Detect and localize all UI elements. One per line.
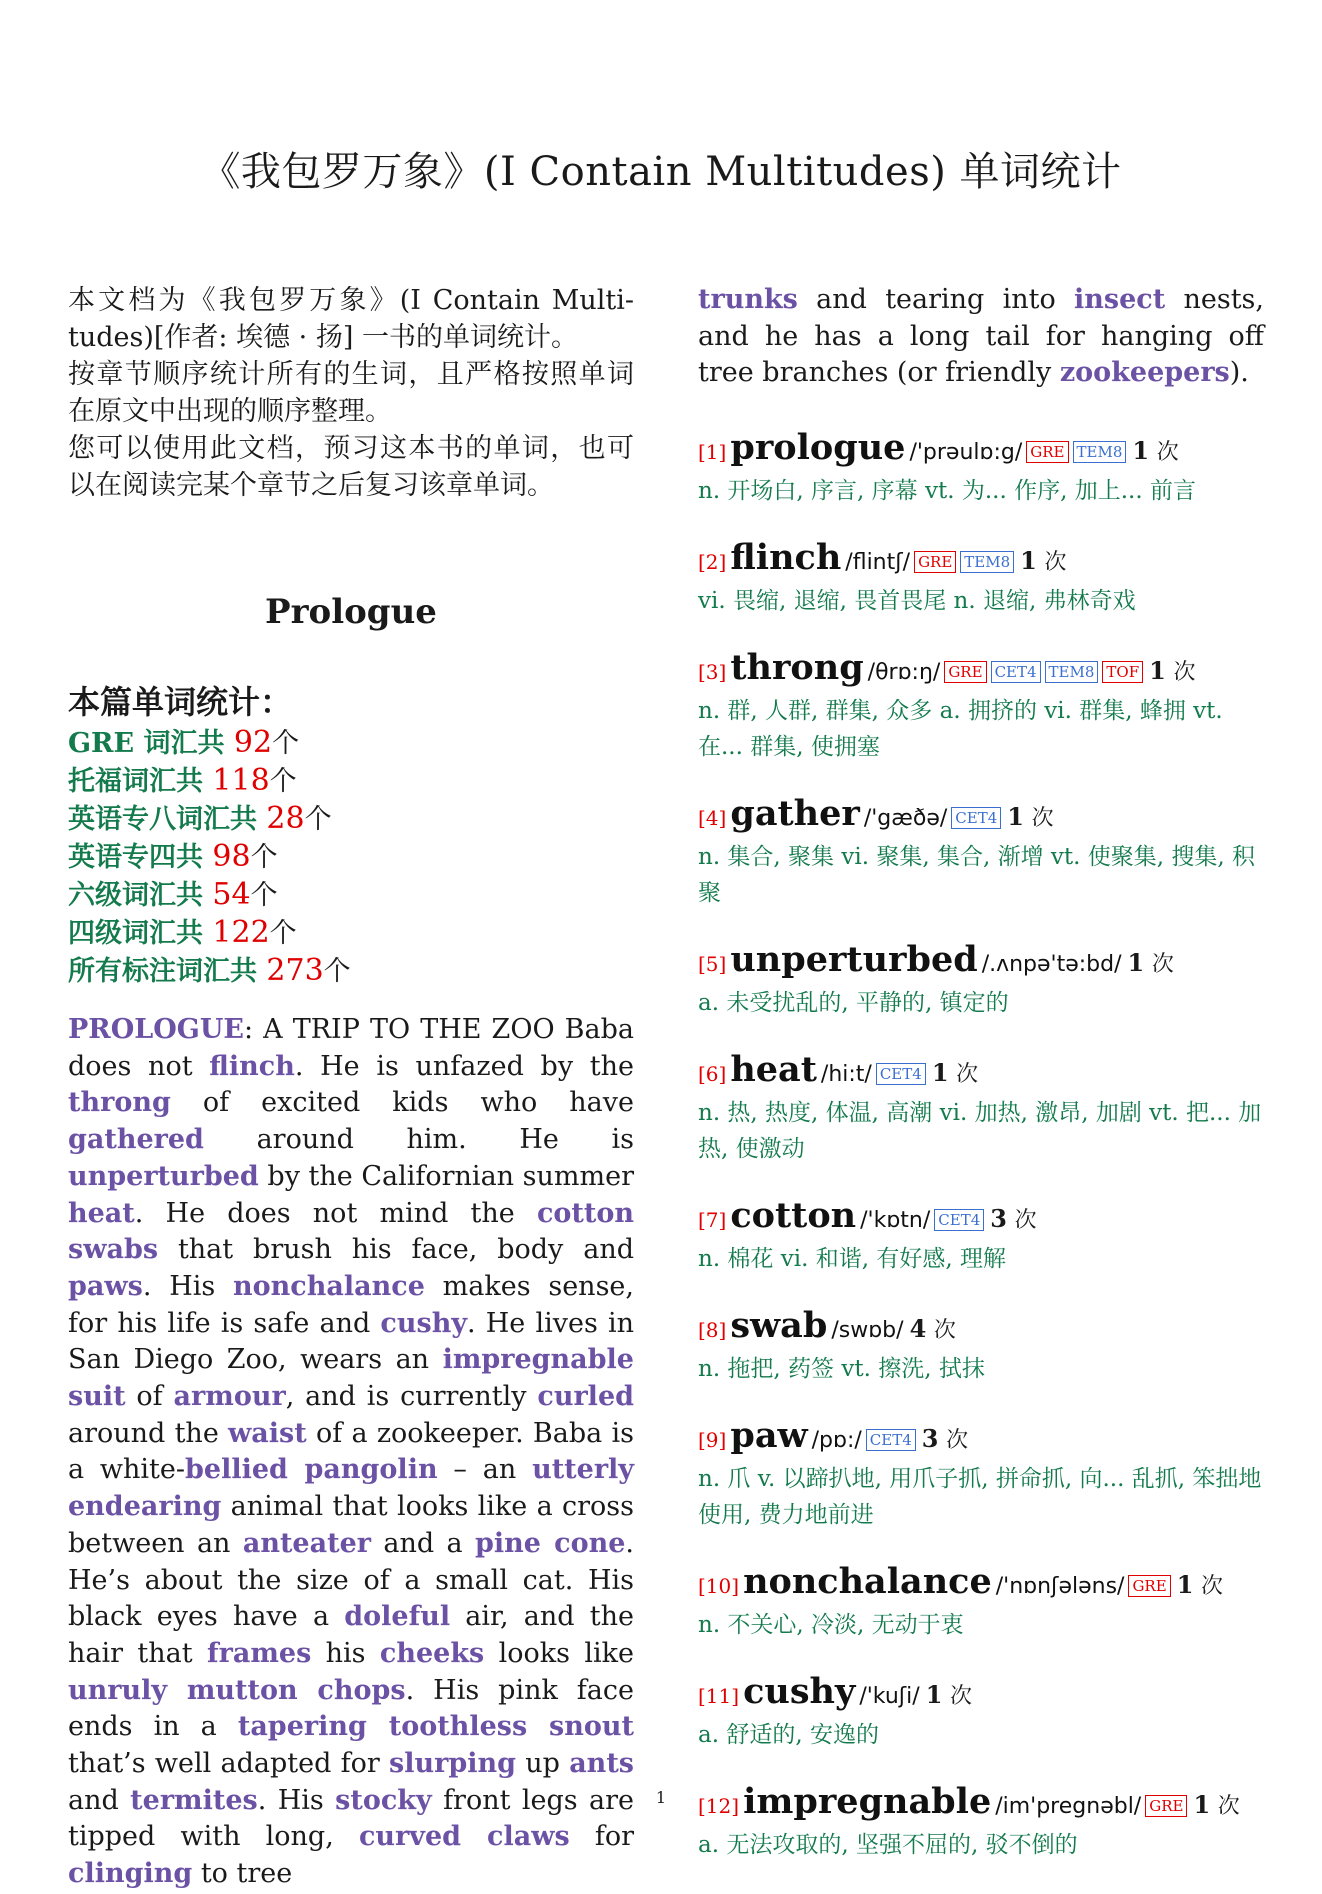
entry-count: 1	[1149, 656, 1166, 686]
stat-label: 英语专四共	[68, 842, 213, 873]
text-segment: animal that looks like a cross between an	[68, 1491, 634, 1559]
vocab-word: impregnable suit	[68, 1344, 634, 1413]
text-segment: . His	[257, 1784, 336, 1816]
vocab-word: unruly mutton chops	[68, 1674, 406, 1706]
vocab-word: stocky	[335, 1784, 432, 1816]
text-segment: . He’s about the size of a small cat. His black eyes have a	[68, 1527, 634, 1633]
entry-word: swab	[730, 1305, 828, 1347]
vocab-entries	[698, 427, 1264, 1863]
entry-count-unit: 次	[1151, 952, 1174, 978]
stat-count: 273	[266, 953, 324, 988]
text-segment: nests, and he has a long tail for hanging off tree branches (or friendly	[698, 284, 1264, 389]
vocab-word: nonchalance	[233, 1270, 425, 1302]
entry-tag: CET4	[866, 1429, 916, 1451]
stat-count: 92	[233, 725, 273, 760]
intro-line: 按章节顺序统计所有的生词，且严格按照单词在原文中出现的顺序整理。	[68, 359, 634, 427]
vocab-entry	[698, 1305, 1264, 1387]
text-segment: of a zookeeper. Baba is a white-	[68, 1417, 634, 1486]
entry-word: nonchalance	[743, 1561, 992, 1603]
entry-phonetic: /hi:t/	[820, 1062, 872, 1088]
entry-count: 3	[990, 1204, 1007, 1234]
entry-head	[698, 793, 1264, 837]
entry-index: [9]	[698, 1428, 727, 1453]
right-column	[698, 282, 1264, 1894]
stat-row	[68, 724, 634, 762]
entry-count: 4	[909, 1314, 927, 1344]
entry-head	[698, 1195, 1264, 1239]
entry-count-unit: 次	[1031, 806, 1054, 832]
text-segment: ).	[1229, 357, 1249, 389]
vocab-word: cushy	[380, 1307, 468, 1339]
entry-head	[698, 427, 1264, 471]
entry-definition: n. 集合, 聚集 vi. 聚集, 集合, 渐增 vt. 使聚集, 搜集, 积聚	[698, 844, 1255, 907]
entry-word: unperturbed	[730, 939, 978, 981]
stat-count: 122	[212, 915, 270, 950]
entry-phonetic: /'nɒnʃələns/	[995, 1574, 1125, 1600]
text-segment: . He does not mind the	[134, 1197, 537, 1229]
vocab-entry	[698, 1561, 1264, 1643]
vocab-entry	[698, 793, 1264, 911]
text-segment: that’s well adapted for	[68, 1748, 390, 1780]
entry-tag: CET4	[876, 1063, 926, 1085]
entry-definition: a. 舒适的, 安逸的	[698, 1722, 879, 1749]
text-segment: – an	[437, 1454, 533, 1486]
document-title: 《我包罗万象》(I Contain Multitudes) 单词统计	[200, 149, 1122, 195]
vocab-word: curved claws	[358, 1821, 570, 1853]
text-segment: looks like	[484, 1637, 634, 1669]
text-segment: . He is unfazed by the	[294, 1050, 634, 1082]
intro-line: 您可以使用此文档，预习这本书的单词，也可以在阅读完某个章节之后复习该章单词。	[68, 433, 634, 501]
stat-row	[68, 838, 634, 876]
vocab-word: clinging	[68, 1858, 193, 1890]
entry-count-unit: 次	[933, 1318, 956, 1344]
text-segment: up	[516, 1748, 570, 1780]
entry-tag: CET4	[951, 807, 1001, 829]
text-segment: his	[311, 1637, 380, 1669]
vocab-word: insect	[1074, 284, 1166, 315]
text-segment: air, and the hair that	[68, 1601, 634, 1669]
entry-tag: TOF	[1102, 661, 1143, 683]
entry-word: heat	[730, 1049, 817, 1091]
entry-definition: n. 不关心, 冷淡, 无动于衷	[698, 1612, 964, 1639]
entry-index: [2]	[698, 550, 727, 575]
vocab-word: ants	[569, 1748, 634, 1780]
entry-word: flinch	[730, 537, 842, 579]
stat-label: GRE 词汇共	[68, 728, 234, 759]
entry-tag: TEM8	[960, 551, 1014, 573]
entry-phonetic: /swɒb/	[831, 1318, 904, 1344]
stat-unit: 个	[269, 918, 297, 949]
text-segment: and tearing into	[797, 284, 1075, 315]
entry-tag: TEM8	[1073, 441, 1127, 463]
stat-unit: 个	[272, 728, 300, 759]
entry-tag: GRE	[1145, 1795, 1187, 1817]
stat-label: 英语专八词汇共	[68, 804, 267, 835]
chapter-title: Prologue	[265, 592, 437, 632]
entry-phonetic: /'kuʃi/	[859, 1684, 920, 1710]
stat-label: 所有标注词汇共	[68, 956, 267, 987]
text-segment: and a	[370, 1527, 475, 1559]
stat-row	[68, 952, 634, 990]
stat-label: 四级词汇共	[68, 918, 213, 949]
entry-head	[698, 647, 1264, 691]
stat-label: 六级词汇共	[68, 880, 213, 911]
vocab-word: trunks	[698, 284, 798, 315]
chapter-text	[68, 1012, 634, 1893]
entry-definition: n. 爪 v. 以蹄扒地, 用爪子抓, 拼命抓, 向... 乱抓, 笨拙地使用, 费力地前进	[698, 1466, 1262, 1529]
vocab-word: curled	[537, 1381, 634, 1413]
stat-row	[68, 762, 634, 800]
stats-list	[68, 724, 634, 990]
entry-head	[698, 1049, 1264, 1093]
entry-word: gather	[730, 793, 860, 835]
text-segment: around him. He is	[203, 1124, 634, 1156]
chapter-text-continued	[698, 282, 1264, 392]
entry-phonetic: /im'pregnəbl/	[995, 1794, 1142, 1820]
entry-index: [10]	[698, 1574, 740, 1599]
entry-definition: a. 无法攻取的, 坚强不屈的, 驳不倒的	[698, 1832, 1078, 1859]
entry-definition: n. 棉花 vi. 和谐, 有好感, 理解	[698, 1246, 1006, 1273]
entry-phonetic: /θrɒ:ŋ/	[867, 660, 941, 686]
entry-count-unit: 次	[1217, 1794, 1240, 1820]
vocab-word: tapering toothless snout	[237, 1711, 634, 1743]
text-segment: makes sense, for his life is safe and	[68, 1270, 634, 1339]
entry-tag: GRE	[1128, 1575, 1170, 1597]
entry-count: 3	[921, 1424, 939, 1454]
entry-tag: GRE	[914, 551, 956, 573]
stat-unit: 个	[269, 766, 297, 797]
entry-phonetic: /flintʃ/	[845, 550, 911, 576]
vocab-word: zookeepers	[1059, 357, 1230, 389]
entry-head	[698, 1671, 1264, 1715]
entry-tag: CET4	[991, 661, 1041, 683]
vocab-entry	[698, 1049, 1264, 1167]
vocab-word: termites	[130, 1784, 258, 1816]
entry-index: [11]	[698, 1684, 740, 1709]
vocab-word: unperturbed	[68, 1160, 259, 1192]
text-segment: . His pink face ends in a	[68, 1674, 634, 1743]
text-segment: . He lives in San Diego Zoo, wears an	[68, 1307, 634, 1376]
entry-head	[698, 537, 1264, 581]
entry-index: [8]	[698, 1318, 727, 1343]
vocab-word: paws	[68, 1270, 143, 1302]
entry-word: throng	[730, 647, 864, 689]
stat-unit: 个	[250, 880, 278, 911]
entry-definition: a. 未受扰乱的, 平静的, 镇定的	[698, 990, 1009, 1017]
entry-definition: n. 热, 热度, 体温, 高潮 vi. 加热, 激昂, 加剧 vt. 把... 加热, 使激动	[698, 1100, 1262, 1163]
entry-index: [4]	[698, 806, 727, 831]
text-segment: : A TRIP TO THE ZOO Baba does not	[68, 1014, 634, 1082]
vocab-word: waist	[228, 1417, 307, 1449]
entry-head	[698, 1415, 1264, 1459]
entry-count-unit: 次	[946, 1428, 969, 1454]
text-segment: , and is currently	[285, 1381, 538, 1413]
stat-unit: 个	[323, 956, 351, 987]
entry-index: [3]	[698, 660, 727, 685]
entry-tag: GRE	[1026, 441, 1068, 463]
entry-count-unit: 次	[1044, 550, 1067, 576]
entry-count-unit: 次	[956, 1062, 979, 1088]
vocab-word: frames	[206, 1637, 312, 1669]
entry-index: [7]	[698, 1208, 727, 1233]
page-number: 1	[655, 1788, 667, 1807]
vocab-entry	[698, 1671, 1264, 1753]
entry-word: cushy	[743, 1671, 856, 1713]
vocab-entry	[698, 537, 1264, 619]
entry-count-unit: 次	[950, 1684, 973, 1710]
entry-definition: vi. 畏缩, 退缩, 畏首畏尾 n. 退缩, 弗林奇戏	[698, 588, 1136, 615]
stat-unit: 个	[304, 804, 332, 835]
intro	[68, 282, 634, 504]
vocab-entry	[698, 1415, 1264, 1533]
entry-count: 1	[925, 1680, 943, 1710]
entry-count-unit: 次	[1201, 1574, 1224, 1600]
vocab-word: anteater	[242, 1527, 371, 1559]
entry-word: paw	[730, 1415, 808, 1457]
entry-word: impregnable	[743, 1781, 992, 1823]
vocab-word: flinch	[209, 1050, 295, 1082]
entry-index: [12]	[698, 1794, 740, 1819]
vocab-entry	[698, 939, 1264, 1021]
entry-count: 1	[931, 1058, 949, 1088]
entry-count: 1	[1132, 436, 1150, 466]
entry-index: [5]	[698, 952, 727, 977]
entry-tag: TEM8	[1045, 661, 1099, 683]
text-segment: to tree	[192, 1858, 293, 1890]
stat-count: 54	[212, 877, 251, 912]
vocab-word: doleful	[344, 1601, 451, 1633]
vocab-word: PROLOGUE	[68, 1014, 244, 1045]
entry-index: [6]	[698, 1062, 727, 1087]
stat-row	[68, 800, 634, 838]
stat-row	[68, 876, 634, 914]
entry-phonetic: /'prəulɒ:g/	[909, 440, 1023, 466]
vocab-word: bellied pangolin	[185, 1454, 438, 1486]
vocab-entry	[698, 427, 1264, 509]
stat-unit: 个	[250, 842, 278, 873]
entry-definition: n. 群, 人群, 群集, 众多 a. 拥挤的 vi. 群集, 蜂拥 vt. 在... 群集, 使拥塞	[698, 698, 1223, 761]
text-segment: for	[569, 1821, 634, 1853]
vocab-word: cotton swabs	[68, 1197, 634, 1266]
entry-phonetic: /pɒ:/	[811, 1428, 862, 1454]
entry-count-unit: 次	[1173, 660, 1196, 686]
entry-definition: n. 拖把, 药签 vt. 擦洗, 拭抹	[698, 1356, 985, 1383]
entry-index: [1]	[698, 440, 727, 465]
vocab-word: gathered	[68, 1124, 204, 1156]
left-column	[68, 282, 634, 1893]
entry-count-unit: 次	[1156, 440, 1179, 466]
entry-count: 1	[1193, 1790, 1211, 1820]
vocab-word: slurping	[389, 1748, 516, 1780]
entry-head	[698, 1305, 1264, 1349]
text-segment: by the Californian summer	[258, 1160, 634, 1192]
entry-definition: n. 开场白, 序言, 序幕 vt. 为... 作序, 加上... 前言	[698, 478, 1196, 505]
text-segment: of excited kids who have	[170, 1087, 634, 1119]
text-segment: that brush his face, body and	[158, 1234, 634, 1266]
intro-line: 本文档为《我包罗万象》(I Contain Multi-tudes)[作者: 埃德 · 扬] 一书的单词统计。	[68, 285, 634, 353]
text-segment: front legs are tipped with long,	[68, 1784, 634, 1853]
text-segment: of	[125, 1381, 174, 1413]
entry-head	[698, 939, 1264, 983]
vocab-entry	[698, 647, 1264, 765]
entry-tag: GRE	[944, 661, 986, 683]
vocab-word: pine cone	[475, 1527, 626, 1559]
stat-count: 118	[212, 763, 270, 798]
stat-count: 98	[212, 839, 251, 874]
vocab-word: heat	[68, 1197, 135, 1229]
entry-count: 1	[1007, 802, 1024, 832]
vocab-word: cheeks	[379, 1637, 485, 1669]
entry-phonetic: /.ʌnpə'tə:bd/	[981, 952, 1122, 978]
entry-word: cotton	[730, 1195, 857, 1237]
text-segment: around the	[68, 1417, 229, 1449]
entry-tag: CET4	[934, 1209, 984, 1231]
entry-count: 1	[1020, 546, 1037, 576]
entry-word: prologue	[730, 427, 906, 469]
entry-count: 1	[1127, 948, 1145, 978]
stat-row	[68, 914, 634, 952]
entry-head	[698, 1561, 1264, 1605]
text-segment: . His	[142, 1270, 234, 1302]
text-segment: and	[68, 1784, 131, 1816]
vocab-word: throng	[68, 1087, 171, 1119]
entry-count: 1	[1176, 1570, 1194, 1600]
vocab-word: armour	[173, 1381, 286, 1413]
vocab-word: utterly endearing	[68, 1454, 634, 1523]
entry-count-unit: 次	[1014, 1208, 1037, 1234]
stat-label: 托福词汇共	[68, 766, 213, 797]
stats-heading: 本篇单词统计：	[68, 683, 293, 721]
vocab-entry	[698, 1195, 1264, 1277]
entry-phonetic: /'gæðə/	[863, 806, 948, 832]
stat-count: 28	[266, 801, 305, 836]
entry-phonetic: /'kɒtn/	[860, 1208, 931, 1234]
